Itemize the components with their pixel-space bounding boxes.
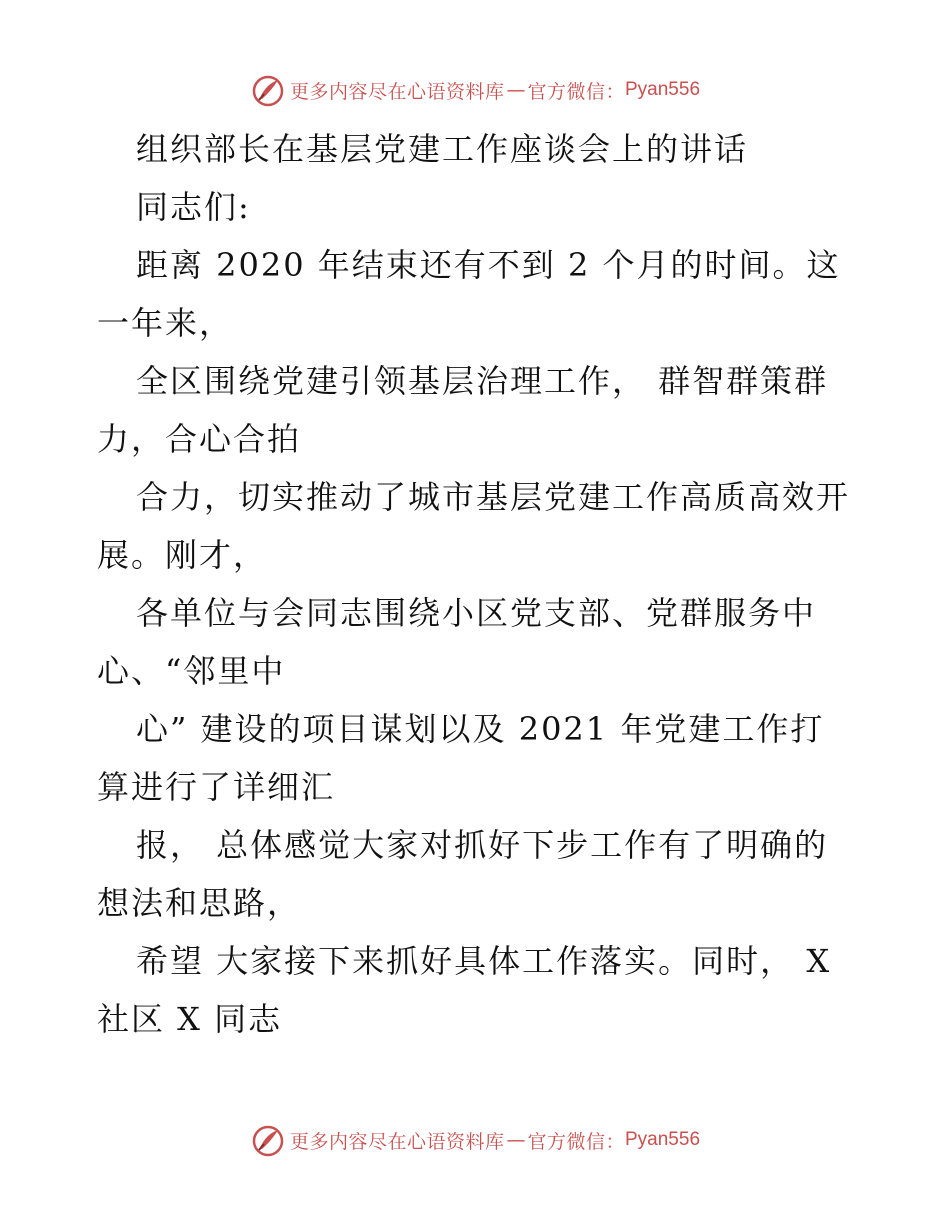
paragraph-line: 希望 大家接下来抓好具体工作落实。同时， X <box>136 942 832 980</box>
watermark-label: 官方微信： <box>527 80 625 103</box>
document-title: 组织部长在基层党建工作座谈会上的讲话 <box>136 130 749 168</box>
header-watermark <box>0 70 950 110</box>
watermark-wechat-id: Pyan556 <box>625 79 701 100</box>
paragraph-line: 想法和思路， <box>97 884 302 922</box>
logo-icon <box>250 72 286 108</box>
watermark-separator: — <box>506 79 526 101</box>
paragraph-line: 展。刚才， <box>97 536 268 574</box>
paragraph-line: 距离 2020 年结束还有不到 2 个月的时间。这 <box>136 246 841 284</box>
watermark-brand: 更多内容尽在心语资料库 <box>289 80 505 103</box>
paragraph-line: 社区 X 同志 <box>97 1000 283 1038</box>
watermark-label: 官方微信： <box>527 1130 625 1153</box>
paragraph-line: 算进行了详细汇 <box>97 768 336 806</box>
salutation: 同志们: <box>136 188 251 226</box>
paragraph-line: 力，合心合拍 <box>97 420 302 458</box>
watermark-brand: 更多内容尽在心语资料库 <box>289 1130 505 1153</box>
paragraph-line: 心、“邻里中 <box>97 652 286 690</box>
paragraph-line: 合力，切实推动了城市基层党建工作高质高效开 <box>136 478 851 516</box>
watermark-separator: — <box>506 1129 526 1151</box>
paragraph-line: 心” 建设的项目谋划以及 2021 年党建工作打 <box>136 710 825 748</box>
paragraph-line: 报， 总体感觉大家对抓好下步工作有了明确的 <box>136 826 829 864</box>
footer-watermark <box>0 1120 950 1160</box>
paragraph-line: 全区围绕党建引领基层治理工作， 群智群策群 <box>136 362 829 400</box>
watermark-wechat-id: Pyan556 <box>625 1129 701 1150</box>
document-body <box>97 120 857 1048</box>
paragraph-line: 一年来， <box>97 304 234 342</box>
logo-icon <box>250 1122 286 1158</box>
paragraph-line: 各单位与会同志围绕小区党支部、党群服务中 <box>136 594 817 632</box>
